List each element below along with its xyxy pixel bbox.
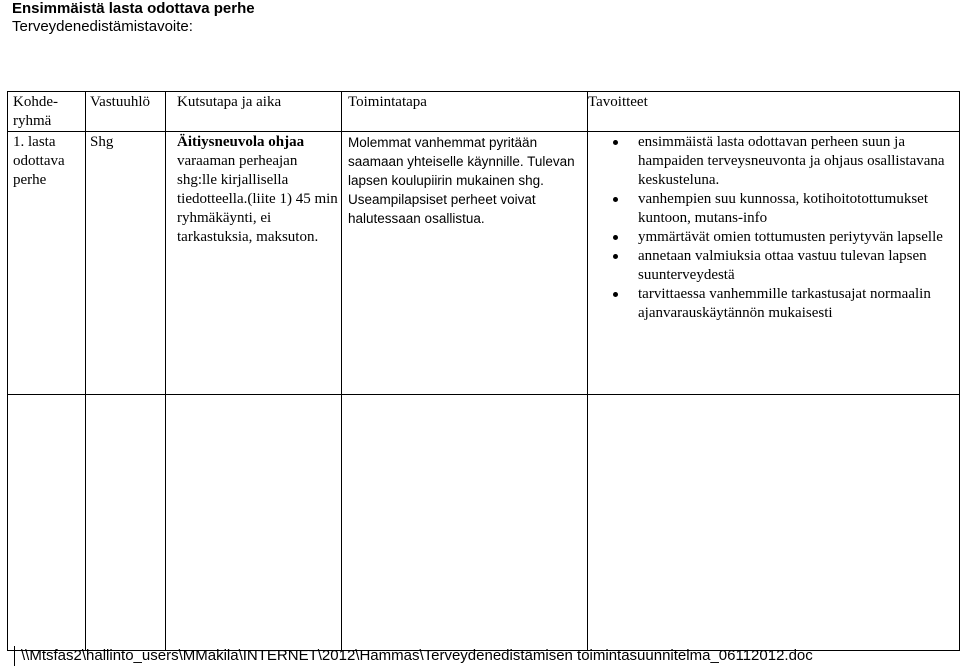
header-goals-label: Tavoitteet (588, 94, 648, 110)
header-responsible (86, 92, 166, 132)
header-responsible-label: Vastuuhlö (90, 94, 150, 110)
goals-list (592, 133, 959, 323)
bullet-icon (613, 140, 618, 145)
invitation-heading: Äitiysneuvola ohjaa (177, 134, 305, 150)
list-item (592, 190, 959, 228)
list-item (592, 285, 959, 323)
list-item (592, 228, 959, 247)
header-invitation-label: Kutsutapa ja aika (177, 94, 282, 110)
header-target-group-label: Kohde-ryhmä (13, 94, 58, 129)
cell-target-group (8, 132, 86, 395)
header-action (342, 92, 588, 132)
bullet-icon (613, 197, 618, 202)
list-item (592, 133, 959, 190)
bullet-icon (613, 254, 618, 259)
goal-text: annetaan valmiuksia ottaa vastuu tulevan lapsen suunterveydestä (638, 248, 927, 283)
target-group-text: 1. lasta odottava perhe (13, 134, 65, 188)
bullet-icon (613, 235, 618, 240)
empty-cell (342, 395, 588, 651)
cell-responsible (86, 132, 166, 395)
cell-invitation (166, 132, 342, 395)
empty-cell (8, 395, 86, 651)
goal-text: ymmärtävät omien tottumusten periytyvän lapselle (638, 229, 943, 245)
header-target-group (8, 92, 86, 132)
cell-goals (588, 132, 960, 395)
bullet-icon (613, 292, 618, 297)
goal-text: tarvittaessa vanhemmille tarkastusajat normaalin ajanvarauskäytännön mukaisesti (638, 286, 931, 321)
header-goals (588, 92, 960, 132)
goal-text: ensimmäistä lasta odottavan perheen suun ja hampaiden terveysneuvonta ja ohjaus osallistavana keskusteluna. (638, 134, 945, 188)
table-header-row (8, 92, 960, 132)
table-row (8, 132, 960, 395)
cell-action (342, 132, 588, 395)
footer-file-path: \\Mtsfas2\hallinto_users\MMakila\INTERNET\2012\Hammas\Terveydenedistämisen toimintasuunnitelma_06112012.doc (14, 646, 813, 666)
table-row-empty (8, 395, 960, 651)
action-text: Molemmat vanhemmat pyritään saamaan yhteiselle käynnille. Tulevan lapsen koulupiirin mukainen shg. Useampilapsiset perheet voivat halutessaan osallistua. (348, 135, 575, 226)
document-subtitle: Terveydenedistämistavoite: (12, 18, 193, 35)
list-item (592, 247, 959, 285)
empty-cell (86, 395, 166, 651)
empty-cell (588, 395, 960, 651)
action-plan-table (7, 91, 960, 651)
empty-cell (166, 395, 342, 651)
goal-text: vanhempien suu kunnossa, kotihoitotottumukset kuntoon, mutans-info (638, 191, 928, 226)
document-title: Ensimmäistä lasta odottava perhe (12, 0, 255, 17)
responsible-text: Shg (90, 134, 114, 150)
header-invitation (166, 92, 342, 132)
header-action-label: Toimintatapa (348, 94, 427, 110)
invitation-body: varaaman perheajan shg:lle kirjallisella tiedotteella.(liite 1) 45 min ryhmäkäynti, ei tarkastuksia, maksuton. (177, 153, 338, 245)
